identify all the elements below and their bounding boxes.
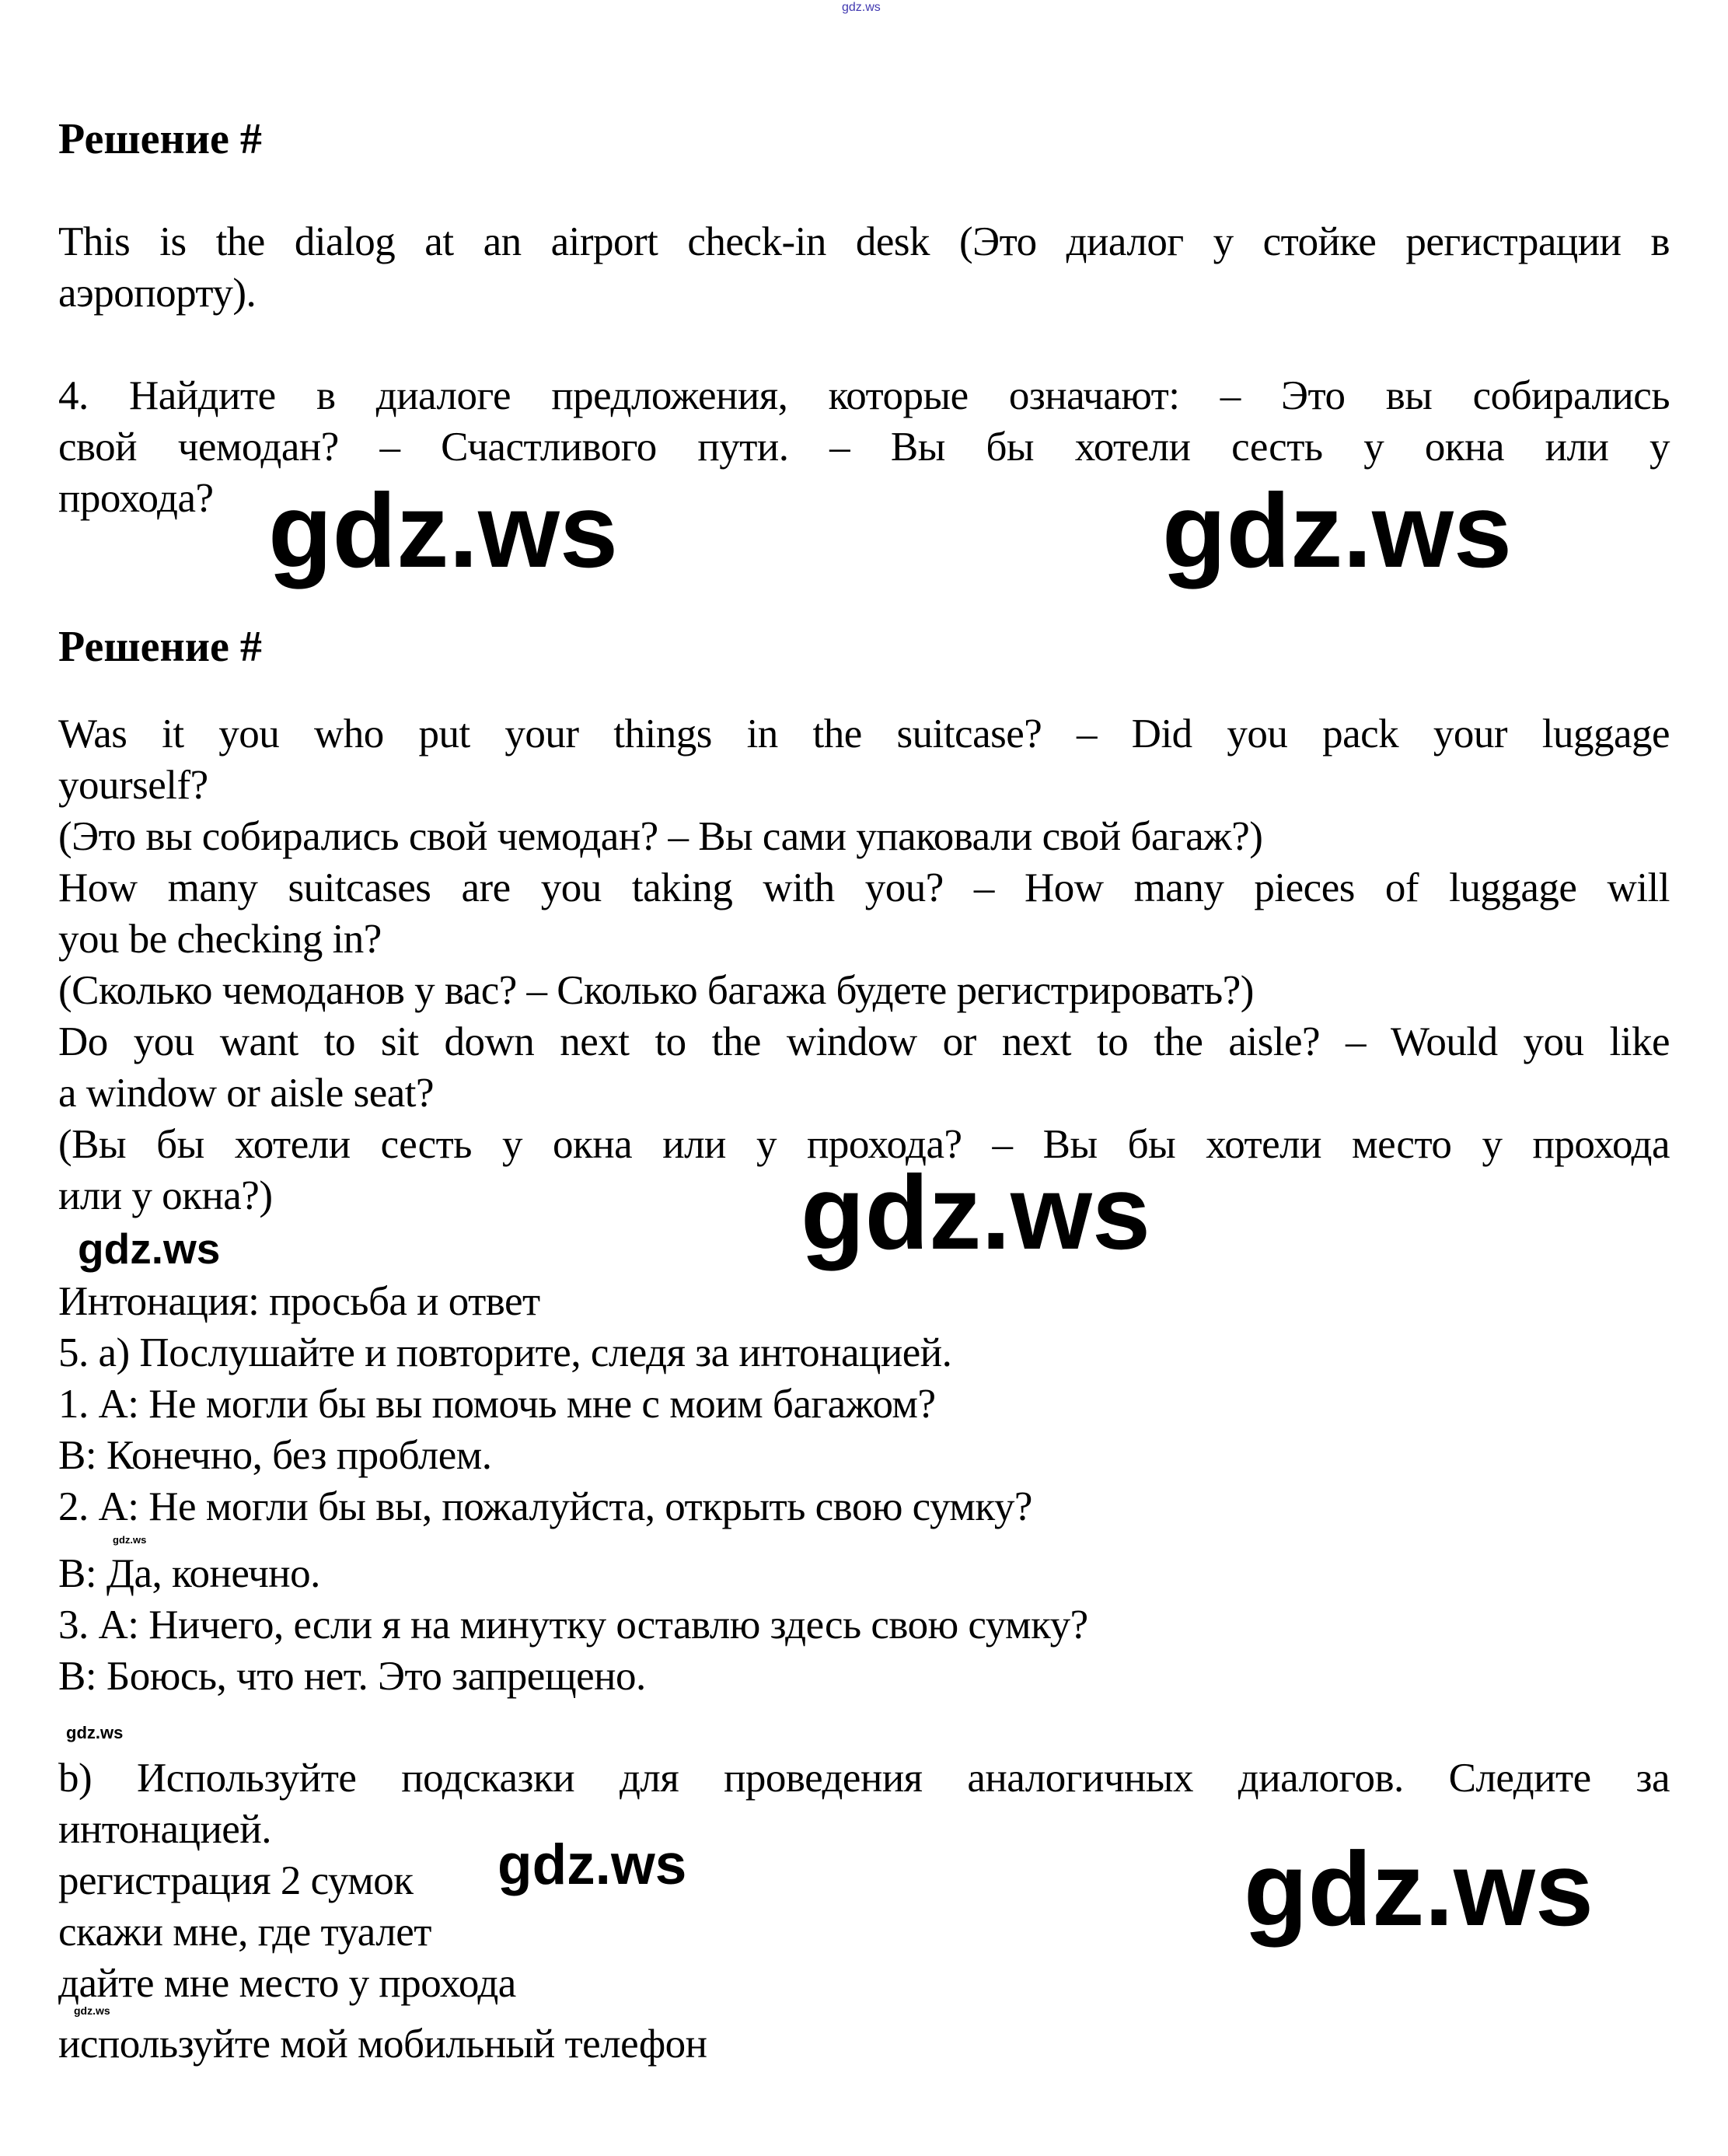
prompt-aisle-seat: дайте мне место у прохода: [58, 1961, 516, 2006]
dialog-2-b: В: Да, конечно.: [58, 1551, 320, 1596]
task-4-line-1: 4. Найдите в диалоге предложения, которые означают: – Это вы собирались: [58, 373, 1670, 418]
answer-line-8: a window or aisle seat?: [58, 1071, 434, 1116]
dialog-3-a: 3. А: Ничего, если я на минутку оставлю здесь свою сумку?: [58, 1602, 1088, 1648]
spacer: [58, 165, 1670, 216]
watermark-gdz-tiny-2: gdz.ws: [74, 2004, 110, 2017]
answer-line-3: (Это вы собирались свой чемодан? – Вы сами упаковали свой багаж?): [58, 814, 1263, 859]
solution-2-heading: Решение #: [58, 623, 262, 671]
intonation-title: Интонация: просьба и ответ: [58, 1279, 540, 1324]
task-5b-line-1: b) Используйте подсказки для проведения аналогичных диалогов. Следите за: [58, 1756, 1670, 1801]
dialog-1-b: В: Конечно, без проблем.: [58, 1433, 492, 1478]
watermark-gdz-medium-inline: gdz.ws: [497, 1833, 687, 1896]
prompt-checkin-bags: регистрация 2 сумок: [58, 1858, 414, 1903]
answer-line-2: yourself?: [58, 763, 208, 808]
watermark-gdz-large-bottom: gdz.ws: [1244, 1830, 1594, 1948]
answer-line-5: you be checking in?: [58, 917, 382, 962]
watermark-gdz-top: gdz.ws: [842, 1, 881, 14]
watermark-gdz-small-2: gdz.ws: [66, 1723, 124, 1742]
prompt-toilet: скажи мне, где туалет: [58, 1910, 431, 1955]
task-5a: 5. а) Послушайте и повторите, следя за интонацией.: [58, 1330, 952, 1375]
watermark-gdz-large-middle: gdz.ws: [801, 1154, 1151, 1271]
watermark-gdz-small-1: gdz.ws: [78, 1225, 221, 1273]
dialog-intro-line-1: This is the dialog at an airport check-in desk (Это диалог у стойке регистрации в: [58, 219, 1670, 264]
solution-1-heading: Решение #: [58, 115, 262, 163]
prompt-mobile-phone: используйте мой мобильный телефон: [58, 2021, 707, 2067]
watermark-gdz-large-left: gdz.ws: [268, 472, 619, 589]
dialog-3-b: В: Боюсь, что нет. Это запрещено.: [58, 1654, 646, 1699]
dialog-2-a: 2. А: Не могли бы вы, пожалуйста, открыть свою сумку?: [58, 1484, 1032, 1529]
answer-line-6: (Сколько чемоданов у вас? – Сколько багажа будете регистрировать?): [58, 968, 1254, 1013]
task-4-line-3: прохода?: [58, 476, 214, 521]
watermark-gdz-large-right: gdz.ws: [1162, 472, 1513, 589]
answer-line-10: или у окна?): [58, 1173, 273, 1218]
task-4-line-2: свой чемодан? – Счастливого пути. – Вы бы хотели сесть у окна или у: [58, 425, 1670, 470]
spacer: [58, 319, 1670, 370]
answer-line-9: (Вы бы хотели сесть у окна или у прохода? – Вы бы хотели место у прохода: [58, 1122, 1670, 1167]
watermark-gdz-tiny-1: gdz.ws: [113, 1534, 147, 1546]
spacer: [58, 1702, 1670, 1717]
answer-line-7: Do you want to sit down next to the window or next to the aisle? – Would you like: [58, 1019, 1670, 1064]
spacer: [58, 673, 1670, 708]
task-5b-line-2: интонацией.: [58, 1807, 271, 1852]
answer-line-1: Was it you who put your things in the suitcase? – Did you pack your luggage: [58, 711, 1670, 757]
dialog-intro-line-2: аэропорту).: [58, 271, 257, 316]
answer-line-4: How many suitcases are you taking with you? – How many pieces of luggage will: [58, 865, 1670, 910]
dialog-1-a: 1. А: Не могли бы вы помочь мне с моим багажом?: [58, 1382, 936, 1427]
